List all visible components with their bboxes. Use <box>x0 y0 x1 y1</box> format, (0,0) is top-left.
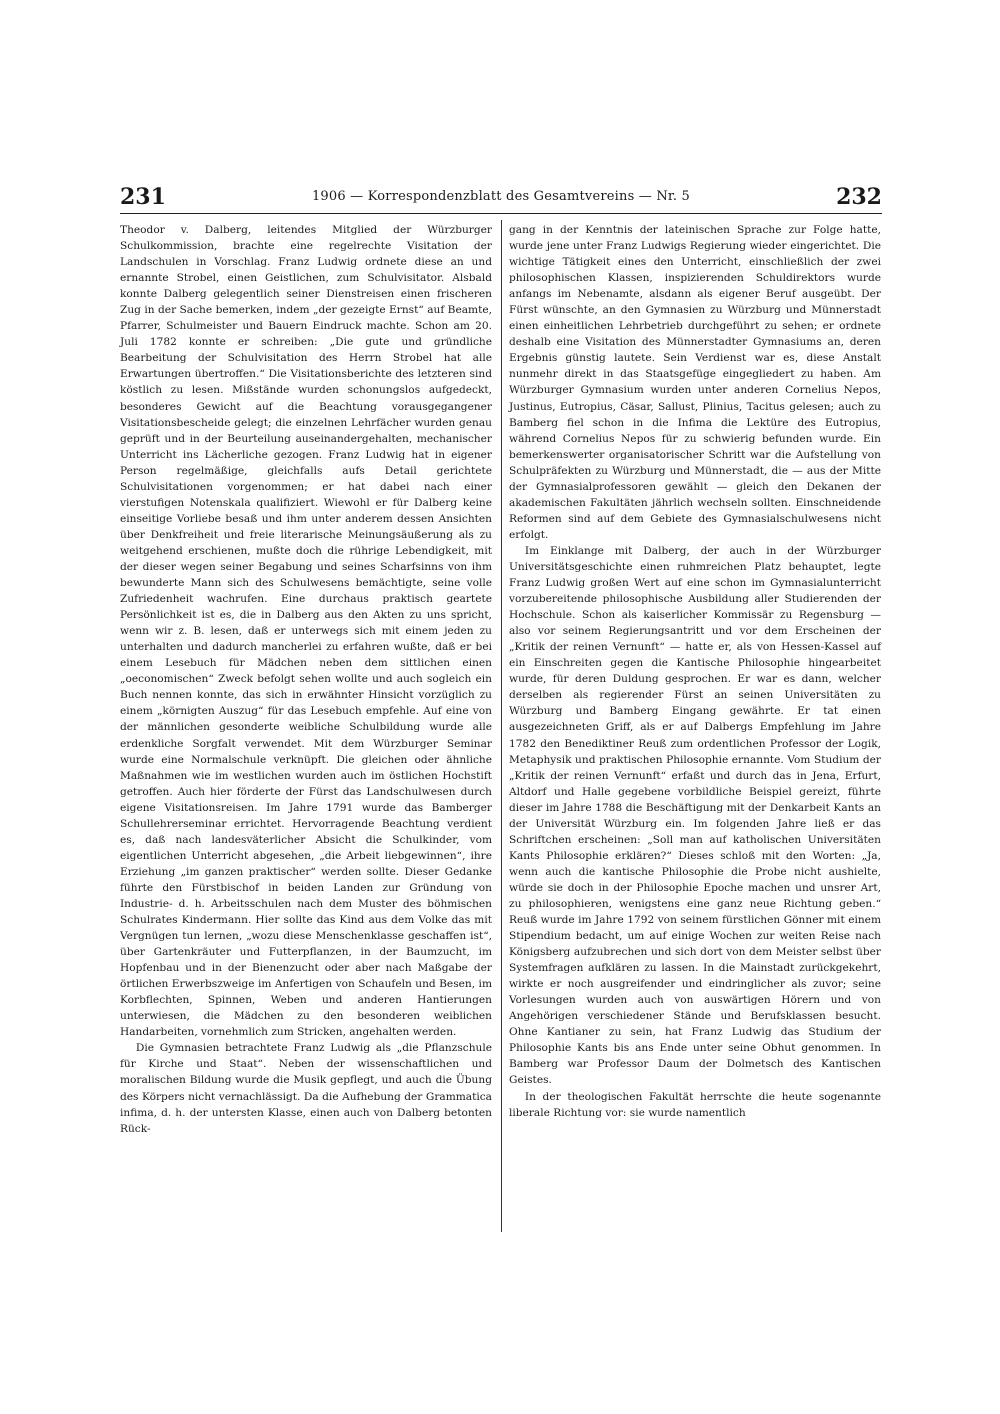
paragraph: In der theologischen Fakultät herrschte die heute sogenannte liberale Richtung vor: sie wurde namentlich <box>509 1090 881 1119</box>
left-column <box>120 222 492 1137</box>
paragraph: Die Gymnasien betrachtete Franz Ludwig als „die Pflanzschule für Kirche und Staat“. Neben der wissenschaftlichen und moralischen Bildung wurde die Musik gepflegt, und auch die Übung des Körpers nicht vernachlässigt. Da die Aufhebung der Grammatica infima, d. h. der untersten Klasse, einen auch von Dalberg betonten Rück- <box>120 1042 492 1135</box>
paragraph: gang in der Kenntnis der lateinischen Sprache zur Folge hatte, wurde jene unter Franz Ludwigs Regierung wieder eingerichtet. Die wichtige Tätigkeit eines den Unterricht, einschließlich der zwei philosophischen Klassen, inspizierenden Schuldirektors wurde anfangs im Nebenamte, alsdann als eigener Beruf ausgeübt. Der Fürst wünschte, an den Gymnasien zu Würzburg und Münnerstadt einen einheitlichen Lehrbetrieb durchgeführt zu sehen; er ordnete deshalb eine Visitation des Münnerstadter Gymnasiums an, deren Ergebnis günstig lautete. Sein Verdienst war es, diese Anstalt nunmehr direkt in das Staatsgefüge eingegliedert zu haben. Am Würzburger Gymnasium wurden unter anderen Cornelius Nepos, Justinus, Eutropius, Cäsar, Sallust, Plinius, Tacitus gelesen; auch zu Bamberg fiel schon in die Infima die Lektüre des Eutropius, während Cornelius Nepos für zu schwierig befunden wurde. Ein bemerkenswerter organisatorischer Schritt war die Aufstellung von Schulpräfekten zu Würzburg und Münnerstadt, die — aus der Mitte der Gymnasialprofessoren gewählt — gleich den Dekanen der akademischen Fakultäten jährlich wechseln sollten. Einschneidende Reformen sind auf dem Gebiete des Gymnasialschulwesens nicht erfolgt. <box>509 224 881 541</box>
header-rule <box>120 213 882 214</box>
right-page-number: 232 <box>836 184 882 210</box>
paragraph: Im Einklange mit Dalberg, der auch in der Würzburger Universitätsgeschichte einen ruhmreichen Platz behauptet, legte Franz Ludwig großen Wert auf eine schon im Gymnasialunterricht vorzubereitende philosophische Ausbildung aller Studierenden der Hochschule. Schon als kaiserlicher Kommissär zu Regensburg — also vor seinem Regierungsantritt und vor dem Erscheinen der „Kritik der reinen Vernunft“ — hatte er, als von Hessen-Kassel auf ein Einschreiten gegen die Kantische Philosophie hingearbeitet wurde, für deren Duldung gesprochen. Er war es dann, welcher derselben als regierender Fürst an seinen Universitäten zu Würzburg und Bamberg Eingang gewährte. Er tat einen ausgezeichneten Griff, als er auf Dalbergs Empfehlung im Jahre 1782 den Benediktiner Reuß zum ordentlichen Professor der Logik, Metaphysik und praktischen Philosophie ernannte. Vom Studium der „Kritik der reinen Vernunft“ erfaßt und durch das in Jena, Erfurt, Altdorf und Halle gegebene vorbildliche Beispiel gereizt, führte dieser im Jahre 1788 die Beschäftigung mit der Denkarbeit Kants an der Universität Würzburg ein. Im folgenden Jahre ließ er das Schriftchen erscheinen: „Soll man auf katholischen Universitäten Kants Philosophie erklären?“ Dieses schloß mit den Worten: „Ja, wenn auch die kantische Philosophie die Probe nicht aushielte, würde sie doch in der Philosophie Epoche machen und unsrer Art, zu philosophieren, wenigstens eine ganz neue Richtung geben.“ Reuß wurde im Jahre 1792 von seinem fürstlichen Gönner mit einem Stipendium bedacht, um auf einige Wochen zur weiten Reise nach Königsberg aufzubrechen und sich dort von dem Meister selbst über Systemfragen aufklären zu lassen. In die Mainstadt zurückgekehrt, wirkte er noch ausgreifender und eindringlicher als zuvor; seine Vorlesungen wurden auch von auswärtigen Hörern und von Angehörigen verschiedener Stände und Berufsklassen besucht. Ohne Kantianer zu sein, hat Franz Ludwig das Studium der Philosophie Kants bis ans Ende unter seine Obhut genommen. In Bamberg war Professor Daum der Dolmetsch des Kantischen Geistes. <box>509 544 881 1087</box>
page-header <box>120 183 882 213</box>
paragraph: Theodor v. Dalberg, leitendes Mitglied der Würzburger Schulkommission, brachte eine regelrechte Visitation der Landschulen in Vorschlag. Franz Ludwig ordnete diese an und ernannte Strobel, einen Geistlichen, zum Schulvisitator. Alsbald konnte Dalberg gelegentlich seiner Dienstreisen einen frischeren Zug in der Sache bemerken, indem „der gezeigte Ernst“ auf Beamte, Pfarrer, Schulmeister und Bauern Eindruck machte. Schon am 20. Juli 1782 konnte er schreiben: „Die gute und gründliche Bearbeitung der Schulvisitation des Herrn Strobel hat alle Erwartungen übertroffen.“ Die Visitationsberichte des letzteren sind köstlich zu lesen. Mißstände wurden schonungslos aufgedeckt, besonderes Gewicht auf die Beachtung vorausgegangener Visitationsbescheide gelegt; die einzelnen Lehrfächer wurden genau geprüft und in der Beurteilung auseinandergehalten, mechanischer Unterricht ins Lächerliche gezogen. Franz Ludwig hat in eigener Person regelmäßige, gleichfalls aufs Detail gerichtete Schulvisitationen vorgenommen; er hat dabei nach einer vierstufigen Notenskala qualifiziert. Wiewohl er für Dalberg keine einseitige Vorliebe besaß und ihm unter anderem dessen Ansichten über Denkfreiheit und freie literarische Meinungsäußerung als zu weitgehend erschienen, mußte doch die rührige Lebendigkeit, mit der dieser wegen seiner Begabung und seines Scharfsinns von ihm bewunderte Mann sich des Schulwesens bemächtigte, seine volle Zufriedenheit wachrufen. Eine durchaus praktisch geartete Persönlichkeit ist es, die in Dalberg aus den Akten zu uns spricht, wenn wir z. B. lesen, daß er unterwegs sich mit einem jeden zu unterhalten und dadurch mancherlei zu erfahren wußte, daß er bei einem Lesebuch für Mädchen neben dem sittlichen einen „oeconomischen“ Zweck befolgt sehen wollte und auch sogleich ein Buch nennen konnte, das sich in erwähnter Hinsicht vorzüglich zu einem „körnigten Auszug“ für das Lesebuch empfehle. Auf eine von der männlichen gesonderte weibliche Schulbildung wurde alle erdenkliche Sorgfalt verwendet. Mit dem Würzburger Seminar wurde eine Normalschule verknüpft. Die gleichen oder ähnliche Maßnahmen wie im westlichen wurden auch im östlichen Hochstift getroffen. Auch hier förderte der Fürst das Landschulwesen durch eigene Visitationsreisen. Im Jahre 1791 wurde das Bamberger Schullehrerseminar errichtet. Hervorragende Beachtung verdient es, daß nach landesväterlicher Absicht die Schulkinder, vom eigentlichen Unterricht abgesehen, „die Arbeit liebgewinnen“, ihre Erziehung „im ganzen praktischer“ werden sollte. Dieser Gedanke führte den Fürstbischof in beiden Landen zur Gründung von Industrie- d. h. Arbeitsschulen nach dem Muster des böhmischen Schulrates Kindermann. Hier sollte das Kind aus dem Volke das mit Vergnügen tun lernen, „wozu diese Menschenklasse geschaffen ist“, über Gartenkräuter und Futterpflanzen, in der Baumzucht, im Hopfenbau und in der Bienenzucht oder aber nach Maßgabe der örtlichen Erwerbszweige im Anfertigen von Schaufeln und Besen, im Korbflechten, Spinnen, Weben und anderen Hantierungen unterwiesen, die Mädchen zu den besonderen weiblichen Handarbeiten, vornehmlich zum Stricken, angehalten werden. <box>120 224 492 1039</box>
right-column <box>509 222 881 1121</box>
column-divider <box>501 220 502 1232</box>
running-title: 1906 — Korrespondenzblatt des Gesamtvereins — Nr. 5 <box>311 189 691 204</box>
left-page-number: 231 <box>120 184 166 210</box>
